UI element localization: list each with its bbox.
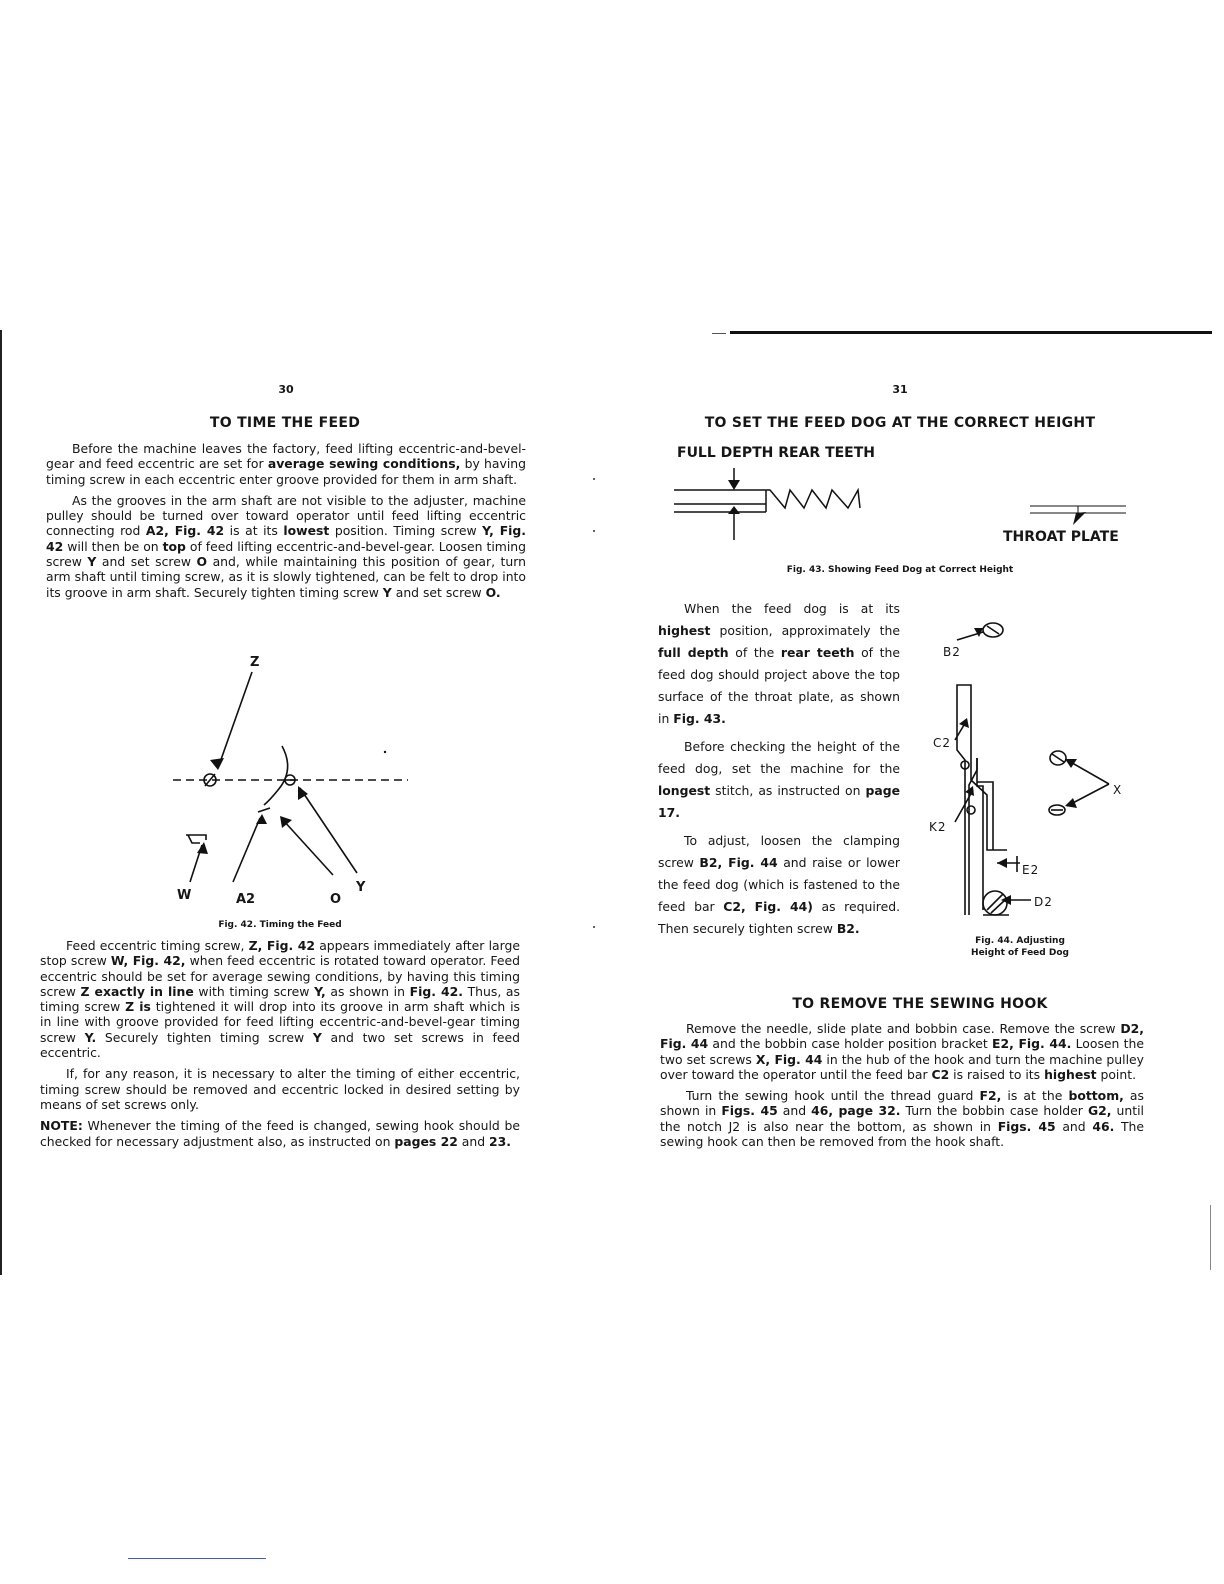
scan-speck bbox=[593, 478, 595, 480]
paragraph: Turn the sewing hook until the thread guard F2, is at the bottom, as shown in Figs. 45 and 46, page 32. Turn the bobbin case holder G2, until the notch J2 is also near the bottom, as shown in Figs. 45 and 46. The sewing hook can then be removed from the hook shaft. bbox=[660, 1088, 1144, 1150]
heading-feed-dog-height: TO SET THE FEED DOG AT THE CORRECT HEIGHT bbox=[704, 415, 1096, 431]
paragraph: Before checking the height of the feed dog, set the machine for the longest stitch, as instructed on page 17. bbox=[658, 739, 900, 820]
paragraph: To adjust, loosen the clamping screw B2, Fig. 44 and raise or lower the feed dog (which is fastened to the feed bar C2, Fig. 44) as required. Then securely tighten screw B2. bbox=[658, 833, 901, 936]
right-narrow-text bbox=[658, 598, 900, 946]
fig43-label-full-depth: FULL DEPTH REAR TEETH bbox=[677, 445, 876, 461]
heading-remove-hook: TO REMOVE THE SEWING HOOK bbox=[792, 996, 1048, 1012]
top-rule-dash bbox=[712, 333, 726, 334]
fig44-caption bbox=[950, 935, 1090, 959]
footer-link-underline[interactable] bbox=[128, 1558, 266, 1559]
paragraph: Remove the needle, slide plate and bobbin case. Remove the screw D2, Fig. 44 and the bobbin case holder position bracket E2, Fig. 44. Loosen the two set screws X, Fig. 44 in the hub of the hook and turn the machine pulley over toward the operator until the feed bar C2 is raised to its highest point. bbox=[660, 1021, 1144, 1082]
paragraph: When the feed dog is at its highest position, approximately the full depth of the rear teeth of the feed dog should project above the top surface of the throat plate, as shown in Fig. 43. bbox=[658, 601, 901, 726]
fig44-caption-line2: Height of Feed Dog bbox=[971, 948, 1069, 958]
fig44-label-x: X bbox=[1113, 783, 1123, 797]
right-lower-text bbox=[660, 1021, 1144, 1155]
note-paragraph: NOTE: Whenever the timing of the feed is changed, sewing hook should be checked for necessary adjustment also, as instructed on pages 22 and 23. bbox=[40, 1118, 520, 1149]
fig42-label-o: O bbox=[330, 892, 342, 907]
fig42-caption: Fig. 42. Timing the Feed bbox=[218, 920, 342, 930]
fig43-label-throat-plate: THROAT PLATE bbox=[1003, 529, 1119, 545]
fig44-caption-line1: Fig. 44. Adjusting bbox=[975, 936, 1065, 946]
page-number-30: 30 bbox=[278, 383, 294, 396]
scan-edge bbox=[1210, 1205, 1211, 1270]
fig42-arrow-o bbox=[283, 820, 333, 875]
scan-speck bbox=[593, 926, 595, 928]
fig42-label-y: Y bbox=[356, 880, 366, 895]
fig44-label-d2: D2 bbox=[1034, 895, 1053, 909]
fig43-caption: Fig. 43. Showing Feed Dog at Correct Height bbox=[786, 565, 1014, 575]
top-rule bbox=[730, 331, 1212, 334]
left-lower-text bbox=[40, 938, 520, 1155]
fig42-label-w: W bbox=[177, 888, 192, 903]
fig42-arrow-y bbox=[300, 788, 357, 873]
paragraph: As the grooves in the arm shaft are not visible to the adjuster, machine pulley should be turned over toward operator until feed lifting eccentric connecting rod A2, Fig. 42 is at its lowest position. Timing screw Y, Fig. 42 will then be on top of feed lifting eccentric-and-bevel-gear. Loosen timing screw Y and set screw O and, while maintaining this position of gear, turn arm shaft until timing screw, as it is slowly tightened, can be felt to drop into its groove in arm shaft. Securely tighten timing screw Y and set screw O. bbox=[46, 492, 526, 600]
fig42-label-z: Z bbox=[250, 655, 260, 670]
left-intro-text bbox=[46, 441, 526, 606]
paragraph: Before the machine leaves the factory, feed lifting eccentric-and-bevel-gear and feed eccentric are set for average sewing conditions, by having timing screw in each eccentric enter groove provided for them in arm shaft. bbox=[46, 441, 526, 487]
fig44-label-e2: E2 bbox=[1022, 863, 1040, 877]
fig43-feed-dog-teeth bbox=[766, 490, 860, 512]
heading-time-feed: TO TIME THE FEED bbox=[209, 415, 361, 431]
fig44-label-b2: B2 bbox=[943, 645, 961, 659]
fig42-arrow-a2 bbox=[233, 818, 260, 882]
fig44-label-k2: K2 bbox=[929, 820, 947, 834]
page-number-31: 31 bbox=[892, 383, 908, 396]
fig44-label-c2: C2 bbox=[933, 736, 952, 750]
fig42-arrow-z bbox=[218, 672, 252, 768]
fig42-diagram bbox=[170, 650, 430, 900]
fig44-feed-bar bbox=[957, 685, 1007, 915]
paragraph: If, for any reason, it is necessary to alter the timing of either eccentric, timing screw should be removed and eccentric locked in desired setting by means of set screws only. bbox=[40, 1066, 520, 1112]
paragraph: Feed eccentric timing screw, Z, Fig. 42 appears immediately after large stop screw W, Fig. 42, when feed eccentric is rotated toward operator. Feed eccentric should be set for average sewing conditions, by having this timing screw Z exactly in line with timing screw Y, as shown in Fig. 42. Thus, as timing screw Z is tightened it will drop into its groove in arm shaft which is in line with groove provided for feed lifting eccentric-and-bevel-gear timing screw Y. Securely tighten timing screw Y and two set screws in feed eccentric. bbox=[40, 938, 520, 1061]
fig42-label-a2: A2 bbox=[236, 892, 256, 907]
scan-speck bbox=[593, 530, 595, 532]
